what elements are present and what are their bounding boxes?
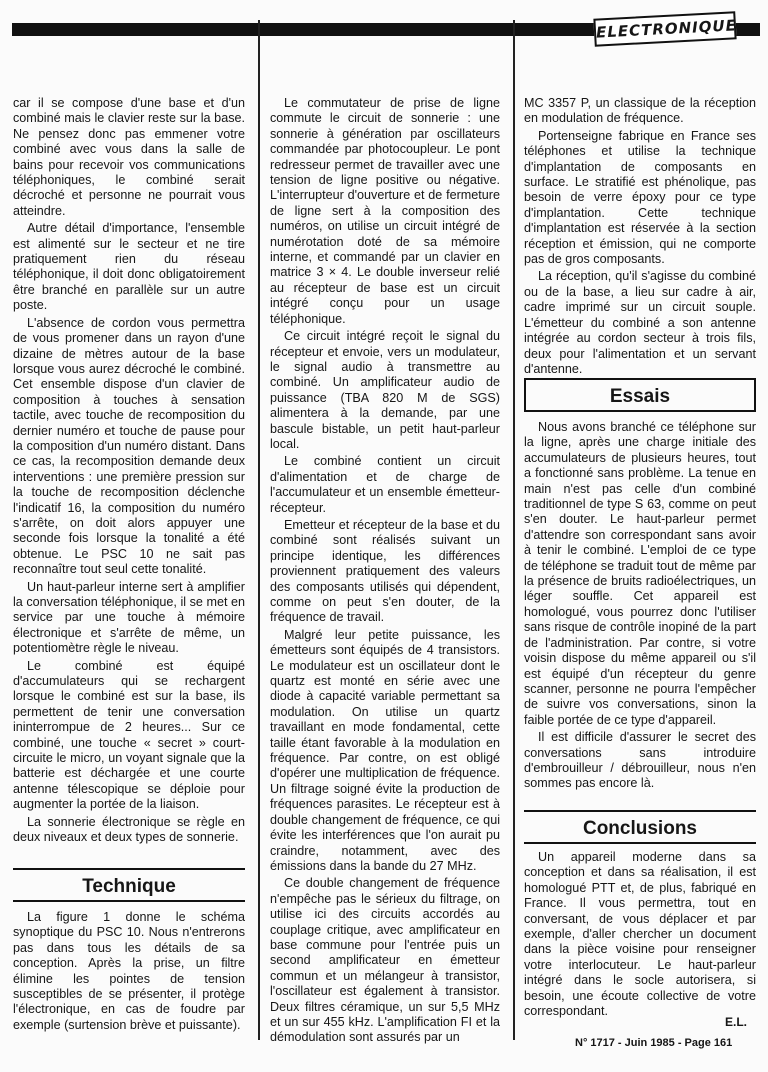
paragraph: Ce circuit intégré reçoit le signal du récepteur et envoie, vers un modulateur, le signal audio à transmettre au combiné. Un amplificateur audio de puissance (TBA 820 M de SGS) alimentera à la demande, par une bascule bistable, un petit haut-parleur local. xyxy=(270,329,500,451)
column-3-body xyxy=(524,96,756,377)
technique-body xyxy=(13,910,245,1033)
conclusions-heading: Conclusions xyxy=(524,810,756,844)
column-divider-1 xyxy=(258,20,260,1040)
paragraph: Le commutateur de prise de ligne commute le circuit de sonnerie : une sonnerie à génération par oscillateurs commandée par photocoupleur. Le pont redresseur permet de travailler avec une tension de ligne positive ou négative. L'interrupteur d'ouverture et de fermeture de ligne sert à la composition des numéros, on utilise un circuit intégré de numérotation doté de sa mémoire interne, et commandé par un clavier en matrice 3 × 4. Le double inverseur relié au récepteur de base est un circuit intégré conçu pour un usage téléphonique. xyxy=(270,96,500,326)
paragraph: Autre détail d'importance, l'ensemble est alimenté sur le secteur et ne tire pratiquement rien du réseau téléphonique, il doit donc obligatoirement être branché en parallèle sur un autre poste. xyxy=(13,221,245,313)
paragraph: L'absence de cordon vous permettra de vous promener dans un rayon d'une dizaine de mètres autour de la base lorsque vous aurez décroché le combiné. Cet ensemble dispose d'un clavier de composition à touches à sensation tactile, avec touche de recomposition du dernier numéro et touche de pause pour la composition d'un numéro distant. Dans ce cas, la recomposition demande deux interventions : une première pression sur la touche de recomposition déclenche l'indicatif 16, la composition du numéro s'arrête, on doit alors appuyer une seconde fois lorsque la tonalité a été obtenue. Le PSC 10 ne sait pas reconnaître tout seul cette tonalité. xyxy=(13,315,245,577)
technique-heading: Technique xyxy=(13,868,245,902)
paragraph: Emetteur et récepteur de la base et du combiné sont réalisés suivant un principe identique, les différences proviennent pratiquement des valeurs des composants utilisés qui dépendent, comme on peut s'en douter, de la fréquence de travail. xyxy=(270,517,500,625)
paragraph: Un haut-parleur interne sert à amplifier la conversation téléphonique, il se met en service par une touche à mémoire électronique et s'arrête de même, un potentiomètre règle le niveau. xyxy=(13,579,245,656)
column-2-body xyxy=(270,96,500,1046)
paragraph: Malgré leur petite puissance, les émetteurs sont équipés de 4 transistors. Le modulateur est un oscillateur dont le quartz est monté en série avec une diode à capacité variable permettant sa modulation. On utilise un quartz travaillant en mode fondamental, cette taille étant favorable à la modulation en fréquence. Par contre, on est obligé d'opérer une multiplication de fréquence. Un filtrage soigné évite la production de fréquences parasites. Le récepteur est à double changement de fréquence, ce qui évite les interférences que l'on aurait pu craindre, notamment, avec des émissions dans la bande du 27 MHz. xyxy=(270,627,500,873)
paragraph: La sonnerie électronique se règle en deux niveaux et deux types de sonnerie. xyxy=(13,814,245,845)
essais-body xyxy=(524,420,756,792)
paragraph: Le combiné est équipé d'accumulateurs qui se rechargent lorsque le combiné est sur la base, ils permettent de tenir une conversation ininterrompue de 2 heures... Sur ce combiné, une touche « secret » court-circuite le micro, un voyant signale que la batterie est déchargée et une courte antenne télescopique se déploie pour augmenter la portée de la liaison. xyxy=(13,658,245,812)
paragraph: La figure 1 donne le schéma synoptique du PSC 10. Nous n'entrerons pas dans tous les détails de sa conception. Après la prise, un filtre élimine les pointes de tension susceptibles de se présenter, il protège l'électronique, en cas de foudre par exemple (surtension brève et puissante). xyxy=(13,910,245,1032)
paragraph: Le combiné contient un circuit d'alimentation et de charge de l'accumulateur et un ensemble émetteur-récepteur. xyxy=(270,454,500,515)
paragraph: Portenseigne fabrique en France ses téléphones et utilise la technique d'implantation de composants en surface. Le stratifié est phénolique, pas besoin de verre époxy pour ce type d'implantation. Cette technique d'implantation est réservée à la section réception et émission, qui ne comporte pas de gros composants. xyxy=(524,128,756,267)
page-footer: N° 1717 - Juin 1985 - Page 161 xyxy=(575,1037,733,1049)
column-divider-2 xyxy=(513,20,515,1040)
essais-heading: Essais xyxy=(524,378,756,412)
paragraph: La réception, qu'il s'agisse du combiné ou de la base, a lieu sur cadre à air, cadre imprimé sur un circuit souple. L'émetteur du combiné a son antenne intégrée au cordon secteur à trois fils, deux pour l'alimentation et un servant d'antenne. xyxy=(524,269,756,376)
conclusions-body xyxy=(524,850,756,1019)
paragraph: Nous avons branché ce téléphone sur la ligne, après une charge initiale des accumulateurs de plusieurs heures, tout a fonctionné sans problème. La tenue en main n'est pas celle d'un combiné traditionnel de type S 63, comme on peut s'en douter. Le haut-parleur permet d'attendre son correspondant sans avoir à tenir le combiné. L'emploi de ce type de téléphone se traduit tout de même par la présence de bruits radioélectriques, un léger souffle. Cet appareil est homologué, vous pourrez donc l'utiliser sans risque de contrôle inopiné de la part de l'administration. Par contre, si votre voisin dispose du même appareil ou s'il est équipé d'un récepteur du genre scanner, personne ne pourra l'empêcher de suivre vos conversations, sinon la faible portée de ce type d'appareil. xyxy=(524,420,756,727)
author-signature: E.L. xyxy=(725,1015,748,1029)
paragraph: Un appareil moderne dans sa conception et dans sa réalisation, il est homologué PTT et, de plus, fabriqué en France. Il vous permettra, tout en conversant, de vous déplacer et par exemple, d'aller chercher un document dans la pièce voisine pour renseigner votre interlocuteur. Le haut-parleur intégré dans le socle autorisera, si besoin, une écoute collective de votre correspondant. xyxy=(524,850,756,1019)
column-1-body xyxy=(13,96,245,846)
paragraph: car il se compose d'une base et d'un combiné mais le clavier reste sur la base. Ne pensez donc pas emmener votre combiné avec vous dans la salle de bains pour recevoir vos communications téléphoniques, le combiné serait décroché et personne ne pourrait vous atteindre. xyxy=(13,96,245,218)
section-label: ELECTRONIQUE xyxy=(593,11,736,46)
paragraph: Il est difficile d'assurer le secret des conversations sans introduire d'embrouilleur / débrouilleur, nous n'en sommes pas encore là. xyxy=(524,730,756,791)
paragraph: Ce double changement de fréquence n'empêche pas le sérieux du filtrage, on utilise ici des circuits accordés au couplage critique, avec amplificateur en base commune pour l'entrée puis un second amplificateur en émetteur commun et un mélangeur à transistor, l'oscillateur est également à transistor. Deux filtres céramique, un sur 5,5 MHz et un sur 455 kHz. L'amplification FI et la démodulation sont assurés par un xyxy=(270,876,500,1045)
paragraph: MC 3357 P, un classique de la réception en modulation de fréquence. xyxy=(524,96,756,126)
